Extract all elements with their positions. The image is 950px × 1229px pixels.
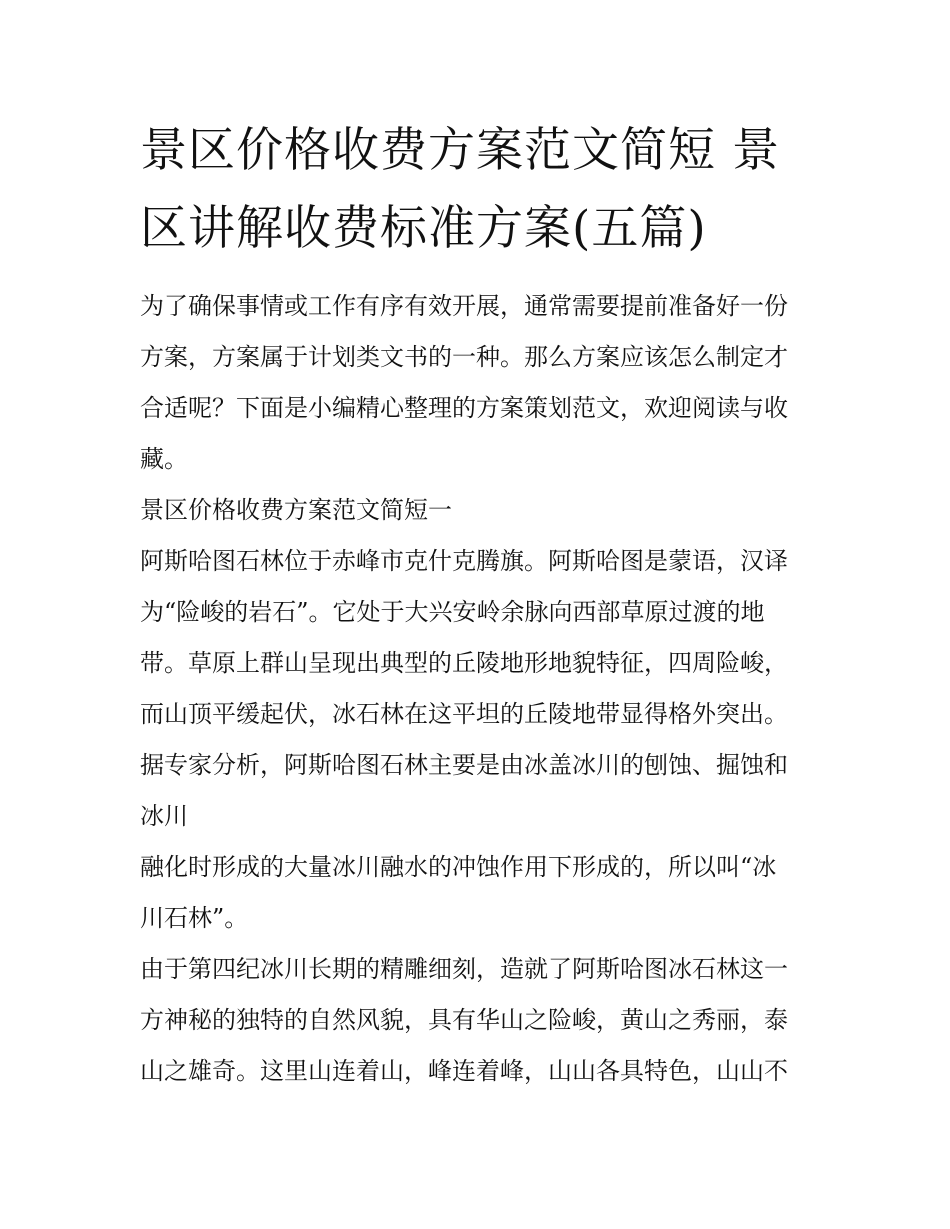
body-line: 据专家分析，阿斯哈图石林主要是由冰盖冰川的刨蚀、掘蚀和 bbox=[140, 751, 788, 779]
body-line: 为了确保事情或工作有序有效开展，通常需要提前准备好一份 bbox=[140, 292, 788, 320]
body-line: 藏。 bbox=[140, 445, 188, 473]
title-line: 区讲解收费标准方案(五篇) bbox=[140, 201, 707, 256]
body-line: 山之雄奇。这里山连着山，峰连着峰，山山各具特色，山山不 bbox=[140, 1057, 788, 1085]
title-line: 景区价格收费方案范文简短 景 bbox=[140, 123, 780, 178]
body-line: 冰川 bbox=[140, 802, 188, 830]
body-line: 为“险峻的岩石”。它处于大兴安岭余脉向西部草原过渡的地 bbox=[140, 598, 765, 626]
section-heading: 景区价格收费方案范文简短一 bbox=[140, 496, 452, 524]
body-line: 带。草原上群山呈现出典型的丘陵地形地貌特征，四周险峻， bbox=[140, 649, 788, 677]
body-line: 方神秘的独特的自然风貌，具有华山之险峻，黄山之秀丽，泰 bbox=[140, 1006, 788, 1034]
body-line: 合适呢？下面是小编精心整理的方案策划范文，欢迎阅读与收 bbox=[140, 394, 788, 422]
body-line: 川石林”。 bbox=[140, 904, 249, 932]
body-line: 方案，方案属于计划类文书的一种。那么方案应该怎么制定才 bbox=[140, 343, 788, 371]
body-line: 融化时形成的大量冰川融水的冲蚀作用下形成的，所以叫“冰 bbox=[140, 853, 777, 881]
document-title bbox=[140, 112, 830, 268]
body-line: 由于第四纪冰川长期的精雕细刻，造就了阿斯哈图冰石林这一 bbox=[140, 955, 788, 983]
body-line: 阿斯哈图石林位于赤峰市克什克腾旗。阿斯哈图是蒙语，汉译 bbox=[140, 547, 788, 575]
body-line: 而山顶平缓起伏，冰石林在这平坦的丘陵地带显得格外突出。 bbox=[140, 700, 788, 728]
document-body bbox=[140, 281, 820, 1097]
